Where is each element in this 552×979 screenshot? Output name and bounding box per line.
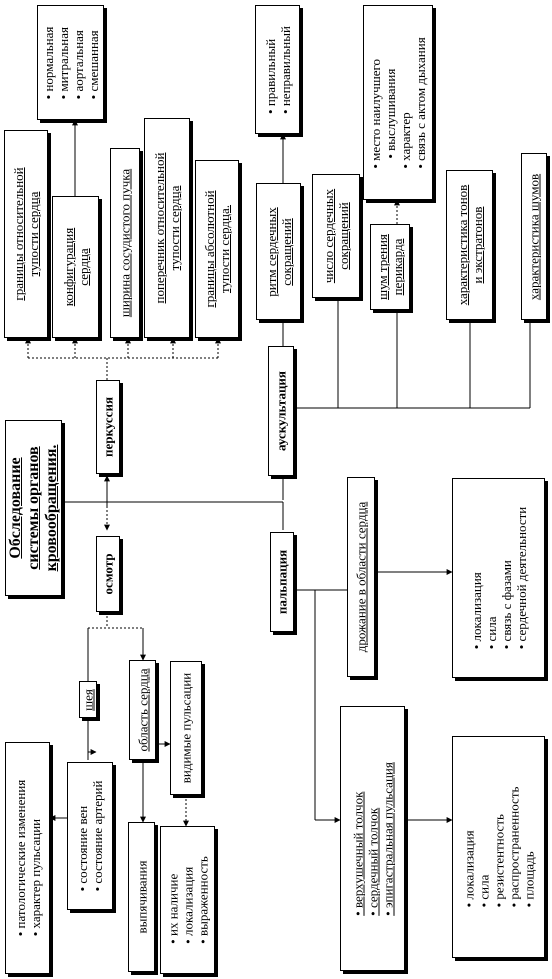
- visible-pulsations-label: видимые пульсации: [178, 672, 194, 784]
- title-box: [5, 420, 62, 596]
- method-palpation: [270, 532, 294, 632]
- impulse-prop-item: • локализация: [461, 787, 476, 908]
- heart-rate-label: число сердечных сокращений: [321, 188, 351, 284]
- neck-state-item: • состояние вен: [75, 781, 90, 892]
- rhythm-box: [256, 183, 301, 320]
- thrill-prop-item: • связь с фазами: [499, 507, 514, 650]
- bulging-box: [128, 822, 155, 972]
- thrill-box: [347, 477, 375, 677]
- impulse-item: • эпигастральная пульсация: [380, 762, 395, 916]
- rhythm-option-item: • неправильный: [278, 26, 293, 114]
- impulse-prop-item: • распространенность: [506, 787, 521, 908]
- neck-changes-box: [5, 742, 50, 974]
- friction-rub-props-list: [368, 37, 428, 168]
- thrill-label: дрожание в области сердца: [353, 501, 369, 653]
- bulging-props-box: [160, 826, 215, 974]
- relative-dullness-label: границы относительной тупости сердца: [11, 167, 41, 301]
- friction-rub-props-box: [363, 5, 433, 200]
- murmurs-label: характеристика шумов: [526, 173, 542, 300]
- configuration-item: • смешанная: [86, 26, 101, 99]
- configuration-item: • нормальная: [41, 26, 56, 99]
- rhythm-option-item: • правильный: [263, 26, 278, 114]
- method-percussion-label: перкуссия: [100, 397, 116, 457]
- configurations-box: [37, 5, 104, 120]
- rhythm-options-box: [255, 5, 300, 134]
- method-auscultation: [268, 346, 294, 476]
- neck-states-box: [67, 762, 113, 910]
- configuration-item: • аортальная: [71, 26, 86, 99]
- rhythm-label: ритм сердечных сокращений: [263, 206, 294, 297]
- method-auscultation-label: аускультация: [273, 371, 289, 451]
- bulging-prop-item: • выраженность: [195, 856, 210, 944]
- configuration-box: [52, 196, 99, 338]
- impulse-prop-item: • площадь: [521, 787, 536, 908]
- impulse-item: • сердечный толчок: [365, 762, 380, 916]
- heart-area-box: [129, 660, 156, 760]
- page-title: Обследование системы органов кровообращения.: [6, 444, 60, 572]
- tones-box: [446, 170, 493, 320]
- bulging-prop-item: • их наличие: [165, 856, 180, 944]
- friction-rub-box: [370, 224, 410, 310]
- configurations-list: [41, 26, 101, 99]
- visible-pulsations-box: [170, 661, 202, 795]
- thrill-props-list: [469, 507, 529, 650]
- heart-rate-box: [312, 174, 360, 298]
- murmurs-box: [521, 153, 547, 320]
- friction-rub-prop-item: • место наилучшего: [368, 37, 383, 168]
- neck-states-list: [75, 781, 105, 892]
- method-palpation-label: пальпация: [274, 549, 290, 615]
- friction-rub-prop-item: • характер: [398, 37, 413, 168]
- absolute-dullness-box: [195, 160, 239, 338]
- impulse-prop-item: • резистентность: [491, 787, 506, 908]
- neck-box: [79, 681, 97, 718]
- thrill-prop-item: • локализация: [469, 507, 484, 650]
- impulses-list: [350, 762, 395, 916]
- bulging-props-list: [165, 856, 210, 944]
- neck-change-item: • патологические изменения: [13, 780, 28, 937]
- neck-changes-list: [13, 780, 43, 937]
- configuration-label: конфигурация сердца: [60, 227, 91, 307]
- method-percussion: [96, 380, 120, 474]
- vascular-bundle-box: [110, 148, 140, 338]
- friction-rub-label: шум трения перикарда: [375, 234, 405, 300]
- neck-change-item: • характер пульсации: [28, 780, 43, 937]
- transverse-diameter-label: поперечник относительной тупости сердца: [152, 152, 182, 304]
- impulse-props-box: [452, 736, 545, 958]
- method-inspection-label: осмотр: [100, 553, 116, 595]
- method-inspection: [96, 536, 120, 612]
- thrill-props-box: [452, 478, 545, 678]
- neck-state-item: • состояние артерий: [90, 781, 105, 892]
- thrill-prop-item: • сила: [484, 507, 499, 650]
- impulse-prop-item: • сила: [476, 787, 491, 908]
- bulging-prop-item: • локализация: [180, 856, 195, 944]
- relative-dullness-box: [4, 130, 48, 338]
- friction-rub-prop-item: • связь с актом дыхания: [413, 37, 428, 168]
- bulging-label: выпячивания: [134, 860, 149, 934]
- friction-rub-prop-item: • выслушивания: [383, 37, 398, 168]
- impulse-item: • верхушечный толчок: [350, 762, 365, 916]
- heart-area-label: область сердца: [135, 668, 150, 752]
- vascular-bundle-label: ширина сосудистого пучка: [117, 168, 133, 318]
- configuration-item: • митральная: [56, 26, 71, 99]
- rhythm-options-list: [263, 26, 293, 114]
- impulse-props-list: [461, 787, 536, 908]
- absolute-dullness-label: границы абсолютной тупости сердца.: [202, 190, 232, 308]
- thrill-prop-item: • сердечной деятельности: [514, 507, 529, 650]
- neck-label: шея: [80, 688, 96, 711]
- impulses-box: [340, 706, 405, 971]
- transverse-diameter-box: [144, 118, 190, 338]
- tones-label: характеристика тонов и экстратонов: [454, 184, 485, 306]
